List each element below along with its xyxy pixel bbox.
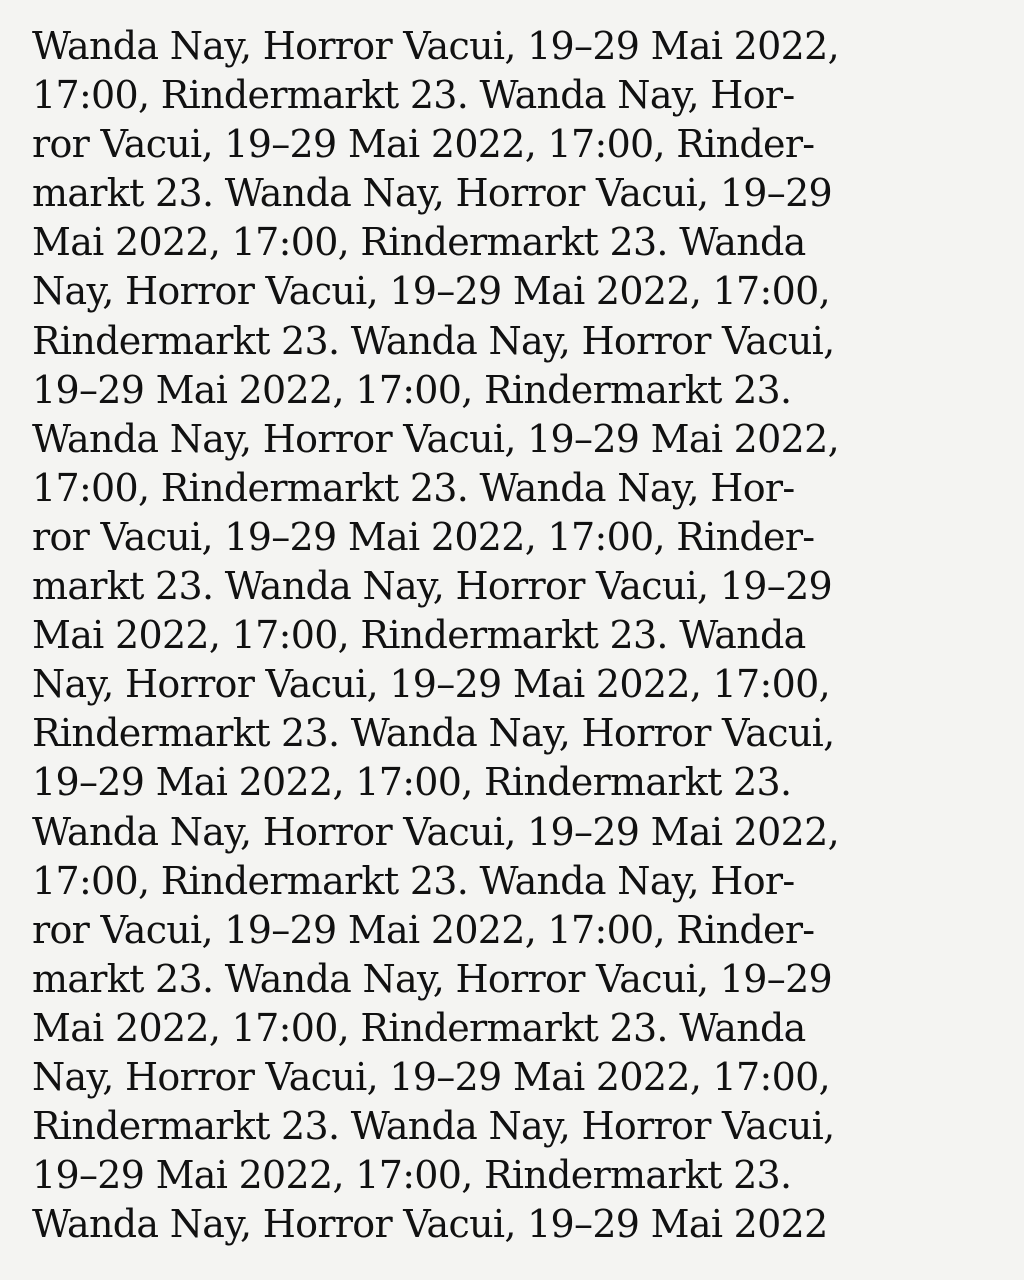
text-line: Wanda Nay, Horror Vacui, 19–29 Mai 2022, — [32, 416, 839, 461]
text-line: Wanda Nay, Horror Vacui, 19–29 Mai 2022, — [32, 809, 839, 854]
text-line: markt 23. Wanda Nay, Horror Vacui, 19–29 — [32, 956, 833, 1001]
text-line: 19–29 Mai 2022, 17:00, Rindermarkt 23. — [32, 367, 792, 412]
text-line: 17:00, Rindermarkt 23. Wanda Nay, Hor- — [32, 73, 795, 118]
text-line: ror Vacui, 19–29 Mai 2022, 17:00, Rinder- — [32, 122, 815, 167]
text-line: Mai 2022, 17:00, Rindermarkt 23. Wanda — [32, 613, 806, 658]
text-line: 19–29 Mai 2022, 17:00, Rindermarkt 23. — [32, 760, 792, 805]
poster-text-block — [32, 22, 1012, 1249]
text-line: 19–29 Mai 2022, 17:00, Rindermarkt 23. — [32, 1153, 792, 1198]
text-line: ror Vacui, 19–29 Mai 2022, 17:00, Rinder- — [32, 907, 815, 952]
text-line: Rindermarkt 23. Wanda Nay, Horror Vacui, — [32, 711, 835, 756]
text-line: Mai 2022, 17:00, Rindermarkt 23. Wanda — [32, 220, 806, 265]
text-line: Nay, Horror Vacui, 19–29 Mai 2022, 17:00, — [32, 269, 830, 314]
text-line: markt 23. Wanda Nay, Horror Vacui, 19–29 — [32, 171, 833, 216]
text-line: Wanda Nay, Horror Vacui, 19–29 Mai 2022, — [32, 24, 839, 68]
text-line: Nay, Horror Vacui, 19–29 Mai 2022, 17:00, — [32, 662, 830, 707]
text-line: Rindermarkt 23. Wanda Nay, Horror Vacui, — [32, 318, 835, 363]
text-line: Rindermarkt 23. Wanda Nay, Horror Vacui, — [32, 1104, 835, 1149]
text-line: 17:00, Rindermarkt 23. Wanda Nay, Hor- — [32, 465, 795, 510]
text-line: Wanda Nay, Horror Vacui, 19–29 Mai 2022 — [32, 1202, 828, 1247]
text-line: Nay, Horror Vacui, 19–29 Mai 2022, 17:00, — [32, 1054, 830, 1099]
text-line: 17:00, Rindermarkt 23. Wanda Nay, Hor- — [32, 858, 795, 903]
text-line: ror Vacui, 19–29 Mai 2022, 17:00, Rinder- — [32, 514, 815, 559]
text-line: markt 23. Wanda Nay, Horror Vacui, 19–29 — [32, 564, 833, 609]
text-line: Mai 2022, 17:00, Rindermarkt 23. Wanda — [32, 1005, 806, 1050]
